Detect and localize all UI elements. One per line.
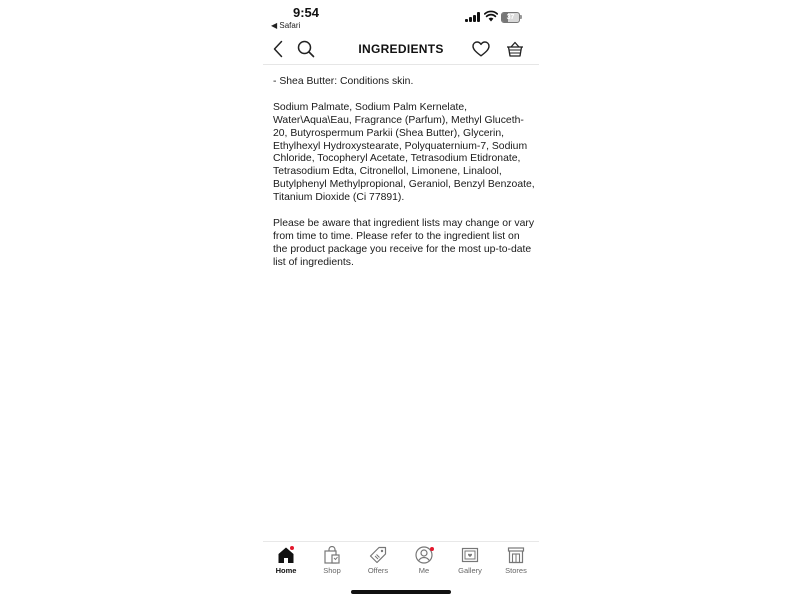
tab-shop-label: Shop <box>323 566 341 575</box>
gallery-icon <box>461 546 479 564</box>
tab-home[interactable] <box>263 546 309 582</box>
page-header <box>263 34 539 65</box>
ingredients-content <box>273 76 535 282</box>
ingredient-list: Sodium Palmate, Sodium Palm Kernelate, Water\Aqua\Eau, Fragrance (Parfum), Methyl Gluceth-20, Butyrospermum Parkii (Shea Butter), Glycerin, Ethylhexyl Hydroxystearate, Polyquaternium-7, Sodium Chloride, Tocopheryl Acetate, Tetrasodium Etidronate, Tetrasodium Edta, Citronellol, Limonene, Linalool, Butylphenyl Methylpropional, Geraniol, Benzyl Benzoate, Titanium Dioxide (Ci 77891). <box>273 101 535 204</box>
tab-me[interactable] <box>401 546 447 582</box>
store-icon <box>507 546 525 564</box>
battery-icon <box>501 12 520 23</box>
shopping-bag-icon <box>323 546 341 564</box>
page-title: INGREDIENTS <box>358 42 444 56</box>
ingredient-disclaimer: Please be aware that ingredient lists may change or vary from time to time. Please refer to the ingredient list on the product package you receive for the most up-to-date list of ingredients. <box>273 217 535 268</box>
battery-cap <box>520 15 522 19</box>
wishlist-button[interactable] <box>470 38 492 60</box>
tab-stores-label: Stores <box>505 566 527 575</box>
tab-offers[interactable] <box>355 546 401 582</box>
home-indicator <box>351 590 451 594</box>
tab-me-label: Me <box>418 566 430 575</box>
basket-button[interactable] <box>504 38 526 60</box>
battery-level: 37 <box>506 14 515 21</box>
tab-gallery[interactable] <box>447 546 493 582</box>
tab-stores[interactable] <box>493 546 539 582</box>
status-bar <box>263 0 539 34</box>
home-notification-dot <box>290 546 294 550</box>
tab-home-label: Home <box>275 566 297 575</box>
basket-icon <box>506 40 524 58</box>
tab-offers-label: Offers <box>367 566 389 575</box>
back-to-safari-link[interactable]: ◀ Safari <box>271 21 301 30</box>
cellular-signal-icon <box>465 12 481 22</box>
wifi-icon <box>484 10 498 22</box>
app-screen <box>263 0 539 600</box>
status-time: 9:54 <box>293 5 320 20</box>
tag-icon <box>369 546 387 564</box>
ingredient-highlight: - Shea Butter: Conditions skin. <box>273 76 414 87</box>
tab-shop[interactable] <box>309 546 355 582</box>
tab-gallery-label: Gallery <box>458 566 482 575</box>
me-notification-dot <box>430 547 434 551</box>
heart-icon <box>472 41 490 57</box>
